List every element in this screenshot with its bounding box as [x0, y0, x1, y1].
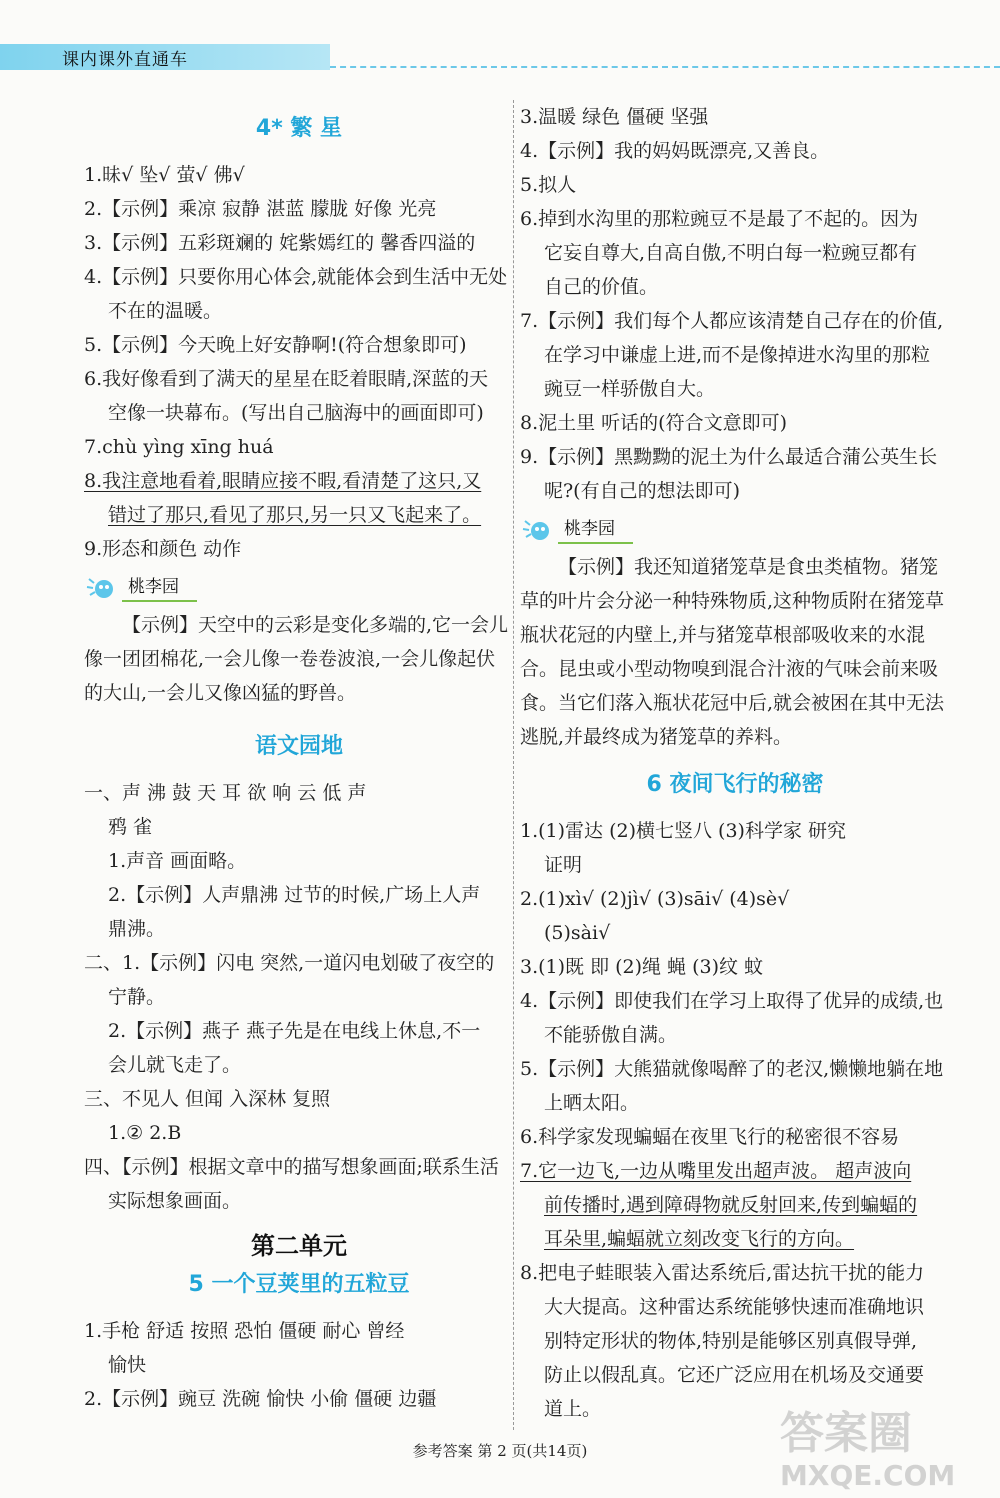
- answer-line: 4.【示例】只要你用心体会,就能体会到生活中无处: [84, 266, 508, 288]
- answer-line: 6.掉到水沟里的那粒豌豆不是最了不起的。因为: [520, 208, 919, 230]
- answer-line: 证明: [544, 854, 583, 876]
- answer-line-underlined: 8.我注意地看着,眼睛应接不暇,看清楚了这只,又: [84, 470, 482, 492]
- taoliyuan-badge: [520, 512, 950, 548]
- answer-line-underlined: 错过了那只,看见了那只,另一只又飞起来了。: [108, 504, 482, 526]
- left-column: [84, 100, 514, 1416]
- answer-line: 会儿就飞走了。: [108, 1054, 242, 1076]
- answer-line: 它妄自尊大,自高自傲,不明白每一粒豌豆都有: [544, 242, 918, 264]
- answer-line: 鸦 雀: [108, 816, 153, 838]
- answer-line: 1.手枪 舒适 按照 恐怕 僵硬 耐心 曾经: [84, 1320, 405, 1342]
- taoliyuan-paragraph: 【示例】天空中的云彩是变化多端的,它一会儿像一团团棉花,一会儿像一卷卷波浪,一会儿像起伏的大山,一会儿又像凶猛的野兽。: [84, 614, 509, 704]
- taoliyuan-badge: [84, 570, 514, 606]
- answer-line: 豌豆一样骄傲自大。: [544, 378, 716, 400]
- answer-line: 不能骄傲自满。: [544, 1024, 678, 1046]
- answer-line: 三、不见人 但闻 入深林 复照: [84, 1088, 331, 1110]
- answer-line: 2.(1)xì√ (2)jì√ (3)sāi√ (4)sè√: [520, 888, 790, 910]
- answer-line: 宁静。: [108, 986, 166, 1008]
- section-4-title: 4* 繁 星: [255, 116, 343, 141]
- answer-line: 9.形态和颜色 动作: [84, 538, 242, 560]
- answer-line: 别特定形状的物体,特别是能够区别真假导弹,: [544, 1330, 918, 1352]
- answer-line: 3.(1)既 即 (2)绳 蝇 (3)纹 蚊: [520, 956, 764, 978]
- answer-line: 空像一块幕布。(写出自己脑海中的画面即可): [108, 402, 484, 424]
- answer-line: 2.【示例】燕子 燕子先是在电线上休息,不一: [108, 1020, 481, 1042]
- taoliyuan-paragraph: 【示例】我还知道猪笼草是食虫类植物。猪笼草的叶片会分泌一种特殊物质,这种物质附在猪笼草瓶状花冠的内壁上,并与猪笼草根部吸收来的水混合。昆虫或小型动物嗅到混合汁液的气味会前来吸食。当它们落入瓶状花冠中后,就会被困在其中无法逃脱,并最终成为猪笼草的养料。: [520, 556, 945, 748]
- answer-line: 二、1.【示例】闪电 突然,一道闪电划破了夜空的: [84, 952, 495, 974]
- answer-line: 1.昧√ 坠√ 萤√ 佛√: [84, 164, 245, 186]
- answer-line: 上晒太阳。: [544, 1092, 640, 1114]
- answer-line: 4.【示例】即使我们在学习上取得了优异的成绩,也: [520, 990, 944, 1012]
- page-footer: 参考答案 第 2 页(共14页): [412, 1442, 588, 1460]
- answer-line: 1.(1)雷达 (2)横七竖八 (3)科学家 研究: [520, 820, 846, 842]
- answer-line: 1.声音 画面略。: [108, 850, 247, 872]
- answer-line: 6.科学家发现蝙蝠在夜里飞行的秘密很不容易: [520, 1126, 900, 1148]
- answer-line: 1.② 2.B: [108, 1122, 182, 1144]
- answer-line: 7.chù yìng xīng huá: [84, 436, 274, 458]
- yuwen-yuandi-title: 语文园地: [254, 734, 343, 759]
- answer-line: 9.【示例】黑黝黝的泥土为什么最适合蒲公英生长: [520, 446, 938, 468]
- section-5-title: 5 一个豆荚里的五粒豆: [188, 1272, 410, 1297]
- answer-line: 呢?(有自己的想法即可): [544, 480, 741, 502]
- header-dashed-line: [330, 66, 1000, 68]
- answer-line: 8.泥土里 听话的(符合文意即可): [520, 412, 787, 434]
- answer-line: 4.【示例】我的妈妈既漂亮,又善良。: [520, 140, 830, 162]
- badge-label: 桃李园: [558, 516, 633, 544]
- answer-line: 2.【示例】乘凉 寂静 湛蓝 朦胧 好像 光亮: [84, 198, 437, 220]
- answer-line: 实际想象画面。: [108, 1190, 242, 1212]
- answer-line: 7.【示例】我们每个人都应该清楚自己存在的价值,: [520, 310, 944, 332]
- unit-title: 第二单元: [251, 1231, 347, 1260]
- cartoon-icon: [520, 515, 554, 545]
- cartoon-icon: [84, 573, 118, 603]
- answer-line: 大大提高。这种雷达系统能够快速而准确地识: [544, 1296, 925, 1318]
- watermark-logo: [780, 1408, 980, 1494]
- answer-line: 道上。: [544, 1398, 602, 1420]
- answer-line: 愉快: [108, 1354, 147, 1376]
- answer-line: 3.温暖 绿色 僵硬 坚强: [520, 106, 709, 128]
- answer-line: (5)sài√: [544, 922, 611, 944]
- answer-line: 四、【示例】根据文章中的描写想象画面;联系生活: [84, 1156, 499, 1178]
- badge-label: 桃李园: [122, 574, 197, 602]
- answer-line: 一、声 沸 鼓 天 耳 欲 响 云 低 声: [84, 782, 367, 804]
- answer-line: 不在的温暖。: [108, 300, 223, 322]
- answer-line: 防止以假乱真。它还广泛应用在机场及交通要: [544, 1364, 925, 1386]
- answer-line-underlined: 耳朵里,蝙蝠就立刻改变飞行的方向。: [544, 1228, 855, 1250]
- answer-line: 8.把电子蛙眼装入雷达系统后,雷达抗干扰的能力: [520, 1262, 925, 1284]
- section-6-title: 6 夜间飞行的秘密: [646, 772, 824, 797]
- answer-line: 5.拟人: [520, 174, 577, 196]
- answer-line: 5.【示例】今天晚上好安静啊!(符合想象即可): [84, 334, 467, 356]
- answer-line: 2.【示例】人声鼎沸 过节的时候,广场上人声: [108, 884, 481, 906]
- answer-line: 3.【示例】五彩斑斓的 姹紫嫣红的 馨香四溢的: [84, 232, 476, 254]
- right-column: [520, 100, 950, 1426]
- answer-line: 6.我好像看到了满天的星星在眨着眼睛,深蓝的天: [84, 368, 489, 390]
- answer-line: 自己的价值。: [544, 276, 659, 298]
- answer-line: 在学习中谦虚上进,而不是像掉进水沟里的那粒: [544, 344, 931, 366]
- answer-line: 2.【示例】豌豆 洗碗 愉快 小偷 僵硬 边疆: [84, 1388, 437, 1410]
- answer-line-underlined: 前传播时,遇到障碍物就反射回来,传到蝙蝠的: [544, 1194, 918, 1216]
- answer-line: 5.【示例】大熊猫就像喝醉了的老汉,懒懒地躺在地: [520, 1058, 944, 1080]
- watermark-bottom: MXQE.COM: [780, 1459, 956, 1492]
- header-title: 课内课外直通车: [62, 50, 188, 70]
- answer-line-underlined: 7.它一边飞,一边从嘴里发出超声波。 超声波向: [520, 1160, 912, 1182]
- watermark-top: 答案圈: [780, 1408, 912, 1459]
- answer-line: 鼎沸。: [108, 918, 166, 940]
